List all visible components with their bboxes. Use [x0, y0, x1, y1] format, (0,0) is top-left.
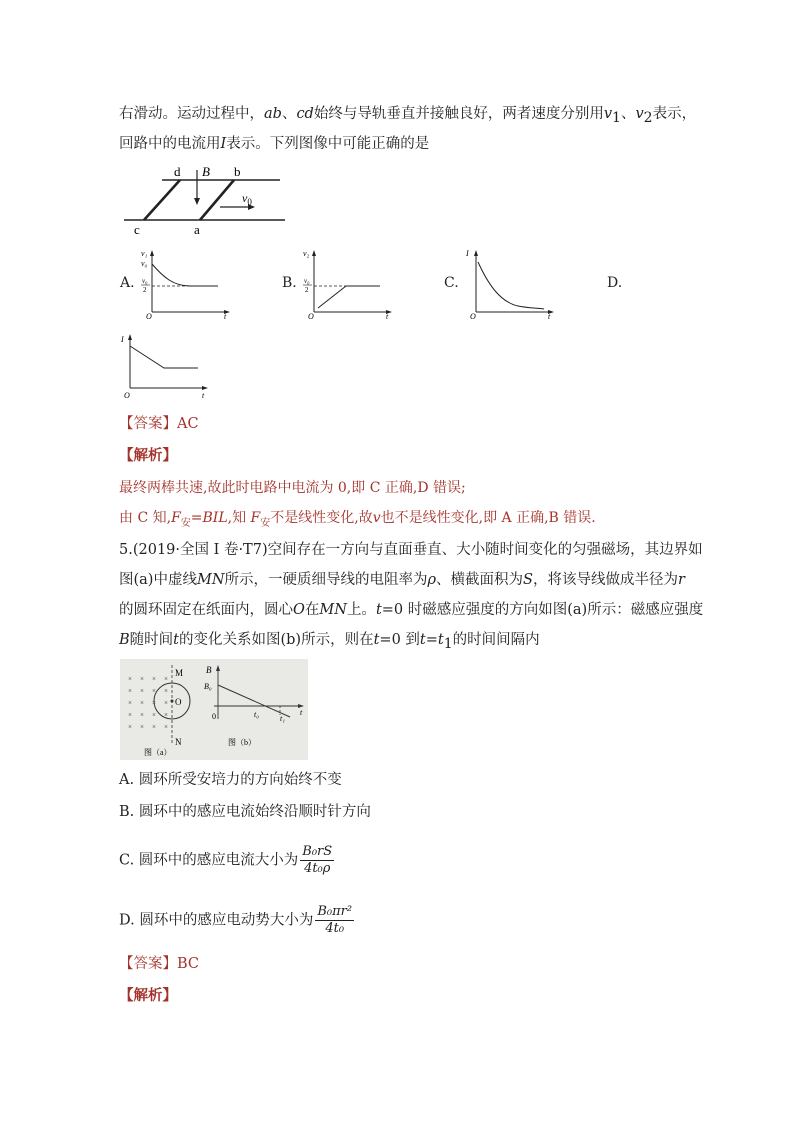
curve-v1: [152, 264, 218, 286]
svg-text:×: ×: [152, 687, 156, 695]
fraction-d: $\frac{\text{B₀πr²}}{\text{4t₀}}$: [317, 904, 353, 936]
label-b: b: [234, 164, 241, 179]
label-d: d: [174, 164, 181, 179]
label-c: c: [134, 222, 140, 237]
magnetic-field-crosses: [128, 675, 168, 731]
field-arrow-head: [194, 198, 200, 205]
svg-text:I: I: [466, 249, 469, 258]
q5-analysis-title: 【解析】: [119, 987, 177, 1004]
svg-text:×: ×: [128, 699, 132, 707]
svg-text:v₀: v₀: [304, 277, 310, 285]
svg-text:×: ×: [128, 675, 132, 683]
svg-text:I: I: [121, 335, 124, 344]
svg-text:×: ×: [128, 711, 132, 719]
rod-cd: [144, 180, 180, 220]
graph-a: [138, 248, 234, 320]
svg-text:t₁: t₁: [280, 714, 286, 723]
svg-text:×: ×: [140, 723, 144, 731]
q4-text-line1: 右滑动。运动过程中，ab、cd始终与导轨垂直并接触良好，两者速度分别用$v_1$、$v_2$表示，: [119, 106, 697, 126]
svg-text:t: t: [300, 708, 303, 717]
q5-text-line3: 的圆环固定在纸面内，圆心O在MN上。t=0 时磁感应强度的方向如图(a)所示：磁感应强度: [119, 602, 704, 618]
svg-text:N: N: [175, 737, 182, 747]
svg-text:t₀: t₀: [254, 710, 260, 719]
rod-ab: [200, 180, 234, 220]
label-v0: $v_0$: [242, 191, 252, 207]
fraction-c: $\frac{\text{B₀rS}}{\text{4t₀ρ}}$: [302, 844, 333, 876]
svg-text:图（b）: 图（b）: [228, 738, 256, 747]
line-v2: [318, 286, 380, 308]
q4-rail-figure: [120, 162, 290, 238]
svg-text:×: ×: [152, 675, 156, 683]
graph-b: [300, 248, 396, 320]
svg-text:×: ×: [152, 723, 156, 731]
q4-analysis-line1: 最终两棒共速,故此时电路中电流为 0,即 C 正确,D 错误;: [119, 480, 466, 496]
svg-text:2: 2: [305, 286, 309, 294]
q4-answer: 【答案】AC: [119, 416, 199, 432]
svg-text:×: ×: [140, 711, 144, 719]
svg-text:0: 0: [212, 712, 216, 721]
svg-text:v₂: v₂: [303, 249, 310, 258]
q5-text-line2: 图(a)中虚线MN所示，一硬质细导线的电阻率为ρ、横截面积为S，将该导线做成半径为r: [119, 572, 685, 588]
svg-text:×: ×: [152, 699, 156, 707]
svg-text:图（a）: 图（a）: [144, 748, 172, 757]
q5-text-line4: B随时间t的变化关系如图(b)所示，则在t=0 到$t=t_1$的时间间隔内: [119, 632, 540, 652]
svg-text:×: ×: [164, 675, 168, 683]
svg-text:v₀: v₀: [141, 259, 148, 268]
q5-answer: 【答案】BC: [119, 956, 200, 972]
svg-text:v₀: v₀: [142, 277, 148, 285]
svg-text:×: ×: [164, 723, 168, 731]
svg-text:×: ×: [164, 711, 168, 719]
q4-analysis-title: 【解析】: [119, 447, 177, 464]
svg-text:t: t: [386, 312, 389, 321]
option-b-label: B.: [282, 275, 297, 291]
q5-figure: [120, 659, 308, 760]
q5-option-b: B. 圆环中的感应电流始终沿顺时针方向: [119, 804, 371, 820]
svg-text:2: 2: [143, 286, 147, 294]
svg-text:×: ×: [140, 687, 144, 695]
line-i: [130, 346, 198, 368]
graph-c: [462, 248, 558, 320]
curve-i: [478, 262, 544, 309]
svg-text:M: M: [175, 668, 184, 678]
label-a: a: [194, 222, 200, 237]
svg-text:×: ×: [140, 675, 144, 683]
svg-text:t: t: [548, 312, 551, 321]
svg-text:×: ×: [128, 723, 132, 731]
svg-text:t: t: [224, 312, 227, 321]
graph-d: [118, 332, 214, 402]
svg-text:v₁: v₁: [141, 249, 148, 258]
svg-text:O: O: [175, 697, 182, 707]
option-a-label: A.: [120, 275, 135, 291]
label-B: B: [202, 164, 210, 179]
q5-option-d: D. 圆环中的感应电动势大小为 $\frac{\text{B₀πr²}}{\text{4t₀}}$: [119, 904, 353, 936]
svg-text:×: ×: [128, 687, 132, 695]
svg-text:B: B: [206, 665, 212, 675]
svg-text:×: ×: [152, 711, 156, 719]
svg-text:O: O: [308, 312, 314, 321]
q4-text-line2: 回路中的电流用I表示。下列图像中可能正确的是: [119, 136, 430, 152]
q4-analysis-line2: 由 C 知$,F_安=BIL$,知 $F_安$不是线性变化,故v也不是线性变化,即 A 正确,B 错误.: [119, 510, 596, 529]
svg-text:×: ×: [164, 699, 168, 707]
svg-text:B₀: B₀: [204, 682, 212, 691]
svg-text:t: t: [202, 391, 205, 400]
svg-text:×: ×: [140, 699, 144, 707]
svg-text:×: ×: [164, 687, 168, 695]
option-d-label: D.: [607, 275, 623, 291]
option-c-label: C.: [444, 275, 459, 291]
svg-text:O: O: [470, 312, 476, 321]
q5-text-line1: 5.(2019·全国 I 卷·T7)空间存在一方向与直面垂直、大小随时间变化的匀强磁场，其边界如: [119, 542, 703, 558]
svg-text:O: O: [146, 312, 152, 321]
q5-option-c: C. 圆环中的感应电流大小为 $\frac{\text{B₀rS}}{\text{4t₀ρ}}$: [119, 844, 333, 876]
q5-option-a: A. 圆环所受安培力的方向始终不变: [119, 772, 342, 788]
svg-text:O: O: [124, 391, 130, 400]
